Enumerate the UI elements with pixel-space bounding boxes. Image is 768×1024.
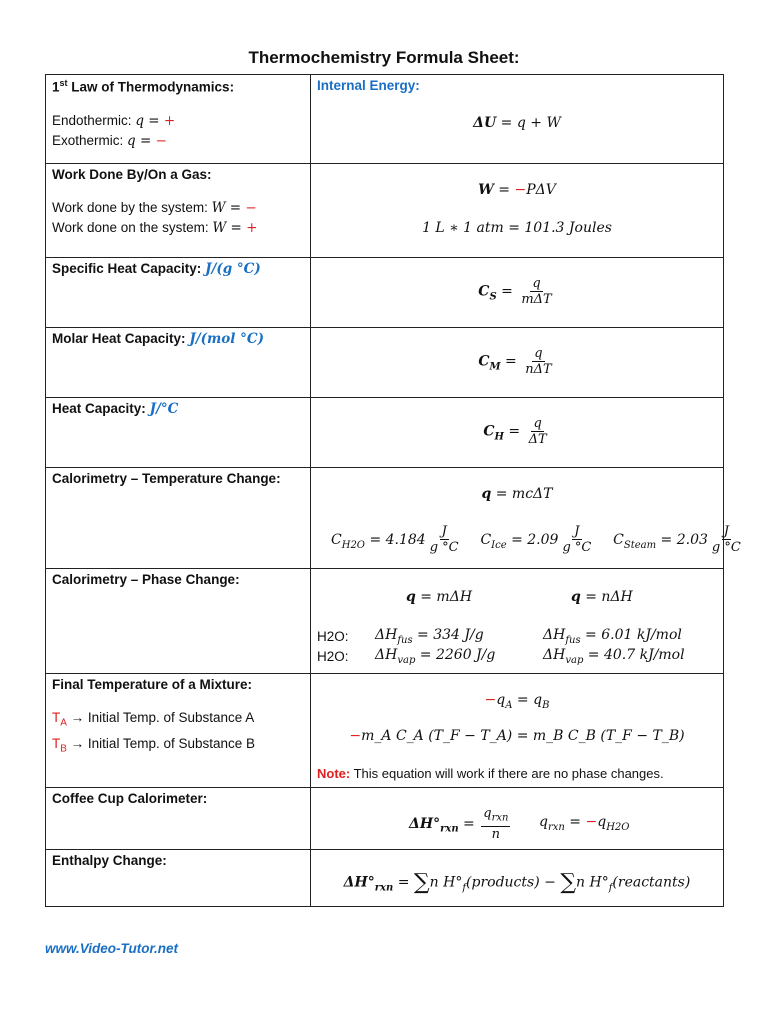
molar-heat-right bbox=[311, 328, 724, 398]
enthalpy-change-left bbox=[46, 850, 311, 907]
final-temp-heading: Final Temperature of a Mixture: bbox=[52, 677, 253, 692]
h2o-label-2: H2O: bbox=[317, 649, 349, 664]
work-heading: Work Done By/On a Gas: bbox=[52, 167, 212, 182]
specific-heat-equation: $C_S$ = $\frac{q}{\text{mΔT}}$ bbox=[478, 276, 552, 307]
phase-note: Note: This equation will work if there are no phase changes. bbox=[317, 766, 664, 781]
final-temp-left bbox=[46, 674, 311, 788]
c-h2o: $C_{H2O} = 4.184$ $\frac{J}{g ^\circ C}$ bbox=[331, 524, 459, 555]
h2o-label-1: H2O: bbox=[317, 629, 349, 644]
specific-heat-left bbox=[46, 258, 311, 328]
ta-definition: $T_A$ → Initial Temp. of Substance A bbox=[52, 710, 255, 729]
footer-link[interactable]: www.Video-Tutor.net bbox=[45, 941, 179, 956]
calorimetry-phase-left bbox=[46, 569, 311, 674]
calorimetry-temp-heading: Calorimetry – Temperature Change: bbox=[52, 471, 281, 486]
endothermic-line: Endothermic: q = + bbox=[52, 112, 176, 129]
calorimetry-phase-right bbox=[311, 569, 724, 674]
first-law-left bbox=[46, 75, 311, 164]
c-steam: $C_{Steam} = 2.03$ $\frac{J}{g ^\circ C}$ bbox=[613, 524, 741, 555]
row-calorimetry-temp bbox=[46, 468, 724, 569]
dh-vap-mass: $\Delta H_{vap} = 2260$ J/g bbox=[375, 647, 496, 666]
formula-table bbox=[45, 74, 741, 907]
phase-equation-mass: q = mΔH bbox=[406, 589, 473, 605]
heat-balance-equation: $-q_A = q_B$ bbox=[484, 692, 550, 711]
enthalpy-change-right bbox=[311, 850, 724, 907]
molar-heat-equation: $C_M$ = $\frac{q}{\text{nΔT}}$ bbox=[478, 346, 552, 377]
calorimetry-temp-right bbox=[311, 468, 741, 569]
row-calorimetry-phase bbox=[46, 569, 724, 674]
tb-definition: $T_B$ → Initial Temp. of Substance B bbox=[52, 735, 256, 755]
work-conversion: 1 L ∗ 1 atm = 101.3 Joules bbox=[422, 220, 612, 236]
row-coffee-cup bbox=[46, 788, 724, 850]
row-specific-heat bbox=[46, 258, 724, 328]
row-work bbox=[46, 164, 724, 258]
page-title: Thermochemistry Formula Sheet: bbox=[248, 48, 520, 67]
heat-equation: q = mcΔT bbox=[481, 486, 553, 502]
row-first-law bbox=[46, 75, 724, 164]
exothermic-line: Exothermic: q = − bbox=[52, 132, 167, 149]
work-equation: W = −PΔV bbox=[478, 182, 556, 198]
first-law-heading: 1st Law of Thermodynamics: bbox=[52, 78, 235, 95]
work-by-line: Work done by the system: W = − bbox=[52, 200, 257, 216]
final-temp-right bbox=[311, 674, 724, 788]
first-law-right bbox=[311, 75, 724, 164]
coffee-cup-left bbox=[46, 788, 311, 850]
calorimetry-temp-left bbox=[46, 468, 311, 569]
heat-capacity-right bbox=[311, 398, 724, 468]
work-right bbox=[311, 164, 724, 258]
heat-capacity-left bbox=[46, 398, 311, 468]
coffee-cup-heading: Coffee Cup Calorimeter: bbox=[52, 791, 208, 806]
row-heat-capacity bbox=[46, 398, 724, 468]
calorimetry-phase-heading: Calorimetry – Phase Change: bbox=[52, 572, 240, 587]
molar-heat-left bbox=[46, 328, 311, 398]
dh-fus-mass: $\Delta H_{fus} = 334$ J/g bbox=[375, 627, 484, 646]
row-enthalpy-change bbox=[46, 850, 724, 907]
specific-heat-right bbox=[311, 258, 724, 328]
dh-vap-moles: $\Delta H_{vap} = 40.7$ kJ/mol bbox=[543, 647, 685, 666]
internal-energy-heading: Internal Energy: bbox=[317, 78, 420, 93]
internal-energy-equation: ΔU = q + W bbox=[473, 115, 561, 131]
phase-equation-moles: q = nΔH bbox=[571, 589, 633, 605]
specific-heat-heading: Specific Heat Capacity: J/(g °C) bbox=[52, 261, 261, 277]
enthalpy-change-heading: Enthalpy Change: bbox=[52, 853, 167, 868]
row-molar-heat bbox=[46, 328, 724, 398]
specific-heat-values bbox=[331, 524, 745, 555]
c-ice: $C_{Ice} = 2.09$ $\frac{J}{g ^\circ C}$ bbox=[480, 524, 592, 555]
work-on-line: Work done on the system: W = + bbox=[52, 220, 258, 236]
coffee-cup-right bbox=[311, 788, 724, 850]
mixture-equation: −m_A C_A (T_F − T_A) = m_B C_B (T_F − T_B) bbox=[349, 728, 685, 744]
molar-heat-heading: Molar Heat Capacity: J/(mol °C) bbox=[52, 331, 265, 347]
work-left bbox=[46, 164, 311, 258]
coffee-cup-q-equation: $q_{rxn} = -q_{H2O}$ bbox=[539, 814, 630, 833]
hess-law-equation: $\Delta H^\circ_{rxn} = \sum n$ $H^\circ_f(products) - \sum n$ $H^\circ_f(reactants)$ bbox=[343, 870, 691, 895]
dh-fus-moles: $\Delta H_{fus} = 6.01$ kJ/mol bbox=[543, 627, 682, 646]
row-final-temp bbox=[46, 674, 724, 788]
coffee-cup-enthalpy-equation: $\Delta H^\circ_{rxn}$ = $\frac{q_{rxn}}{n}$ bbox=[409, 806, 509, 842]
heat-capacity-heading: Heat Capacity: J/°C bbox=[52, 401, 179, 417]
heat-capacity-equation: $C_H$ = $\frac{q}{\Delta T}$ bbox=[483, 416, 547, 447]
